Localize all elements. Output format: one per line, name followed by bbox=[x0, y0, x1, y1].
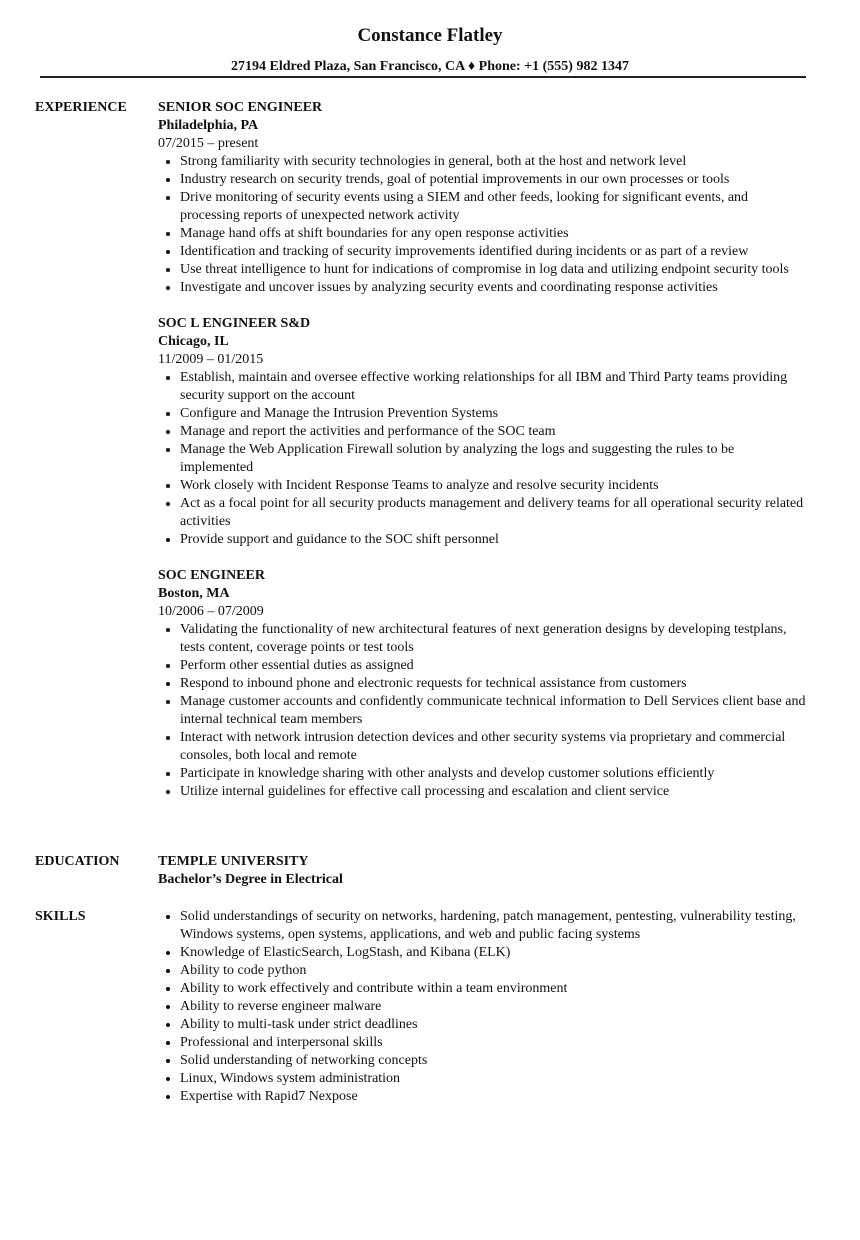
bullet-item: • Use threat intelligence to hunt for indications of compromise in log data and utilizing endpoint security tools bbox=[180, 261, 808, 279]
bullet-item: • Drive monitoring of security events using a SIEM and other feeds, looking for significant events, and processing reports of unexpected network activity bbox=[180, 189, 808, 225]
bullet-item: • Strong familiarity with security technologies in general, both at the host and network level bbox=[180, 153, 808, 171]
bullet-item: • Identification and tracking of security improvements identified during incidents or as part of a review bbox=[180, 243, 808, 261]
bullet-item: • Provide support and guidance to the SOC shift personnel bbox=[180, 531, 808, 549]
skill-item: • Ability to code python bbox=[180, 962, 808, 980]
job-entry bbox=[158, 315, 808, 549]
education-school: TEMPLE UNIVERSITY bbox=[158, 854, 309, 869]
education-degree: Bachelor’s Degree in Electrical bbox=[158, 872, 343, 887]
bullet-item: • Configure and Manage the Intrusion Prevention Systems bbox=[180, 405, 808, 423]
bullet-item: • Establish, maintain and oversee effective working relationships for all IBM and Third Party teams providing security support on the account bbox=[180, 369, 808, 405]
job-entry bbox=[158, 567, 808, 801]
skill-item: • Ability to multi-task under strict deadlines bbox=[180, 1016, 808, 1034]
job-dates: 11/2009 – 01/2015 bbox=[158, 352, 264, 367]
job-location: Chicago, IL bbox=[158, 334, 229, 349]
skills-list bbox=[158, 908, 808, 1106]
job-bullets bbox=[158, 369, 808, 549]
bullet-item: • Perform other essential duties as assigned bbox=[180, 657, 808, 675]
bullet-item: • Investigate and uncover issues by analyzing security events and coordinating response activities bbox=[180, 279, 808, 297]
job-entry bbox=[158, 99, 808, 297]
skill-item: • Professional and interpersonal skills bbox=[180, 1034, 808, 1052]
job-title: SENIOR SOC ENGINEER bbox=[158, 100, 323, 115]
bullet-item: • Industry research on security trends, goal of potential improvements in our own processes or tools bbox=[180, 171, 808, 189]
job-dates: 07/2015 – present bbox=[158, 136, 259, 151]
skill-item: • Ability to reverse engineer malware bbox=[180, 998, 808, 1016]
bullet-item: • Participate in knowledge sharing with other analysts and develop customer solutions efficiently bbox=[180, 765, 808, 783]
bullet-item: • Manage the Web Application Firewall solution by analyzing the logs and suggesting the rules to be implemented bbox=[180, 441, 808, 477]
bullet-item: • Manage customer accounts and confidently communicate technical information to Dell Services client base and internal technical team members bbox=[180, 693, 808, 729]
bullet-item: • Interact with network intrusion detection devices and other security systems via proprietary and commercial consoles, both local and remote bbox=[180, 729, 808, 765]
education-heading: EDUCATION bbox=[35, 854, 120, 869]
bullet-item: • Manage and report the activities and performance of the SOC team bbox=[180, 423, 808, 441]
education-body bbox=[158, 853, 808, 889]
skill-item: • Linux, Windows system administration bbox=[180, 1070, 808, 1088]
contact-line: 27194 Eldred Plaza, San Francisco, CA ♦ Phone: +1 (555) 982 1347 bbox=[231, 59, 629, 74]
experience-list bbox=[158, 99, 808, 819]
job-location: Philadelphia, PA bbox=[158, 118, 259, 133]
job-location: Boston, MA bbox=[158, 586, 230, 601]
skills-body bbox=[158, 908, 808, 1106]
bullet-item: • Respond to inbound phone and electronic requests for technical assistance from customers bbox=[180, 675, 808, 693]
bullet-item: • Utilize internal guidelines for effective call processing and escalation and client service bbox=[180, 783, 808, 801]
resume-name: Constance Flatley bbox=[357, 25, 503, 46]
skill-item: • Solid understandings of security on networks, hardening, patch management, pentesting, vulnerability testing, Windows systems, open systems, applications, and web and public facing systems bbox=[180, 908, 808, 944]
job-bullets bbox=[158, 153, 808, 297]
skill-item: • Solid understanding of networking concepts bbox=[180, 1052, 808, 1070]
skill-item: • Ability to work effectively and contribute within a team environment bbox=[180, 980, 808, 998]
bullet-item: • Work closely with Incident Response Teams to analyze and resolve security incidents bbox=[180, 477, 808, 495]
bullet-item: • Manage hand offs at shift boundaries for any open response activities bbox=[180, 225, 808, 243]
experience-heading: EXPERIENCE bbox=[35, 100, 127, 115]
skills-heading: SKILLS bbox=[35, 909, 86, 924]
skill-item: • Knowledge of ElasticSearch, LogStash, and Kibana (ELK) bbox=[180, 944, 808, 962]
skill-item: • Expertise with Rapid7 Nexpose bbox=[180, 1088, 808, 1106]
job-title: SOC ENGINEER bbox=[158, 568, 265, 583]
job-dates: 10/2006 – 07/2009 bbox=[158, 604, 264, 619]
job-bullets bbox=[158, 621, 808, 801]
header-divider bbox=[40, 76, 806, 78]
bullet-item: • Validating the functionality of new architectural features of next generation designs by developing testplans, tests content, coverage points or test tools bbox=[180, 621, 808, 657]
job-title: SOC L ENGINEER S&D bbox=[158, 316, 311, 331]
bullet-item: • Act as a focal point for all security products management and delivery teams for all operational security related activities bbox=[180, 495, 808, 531]
